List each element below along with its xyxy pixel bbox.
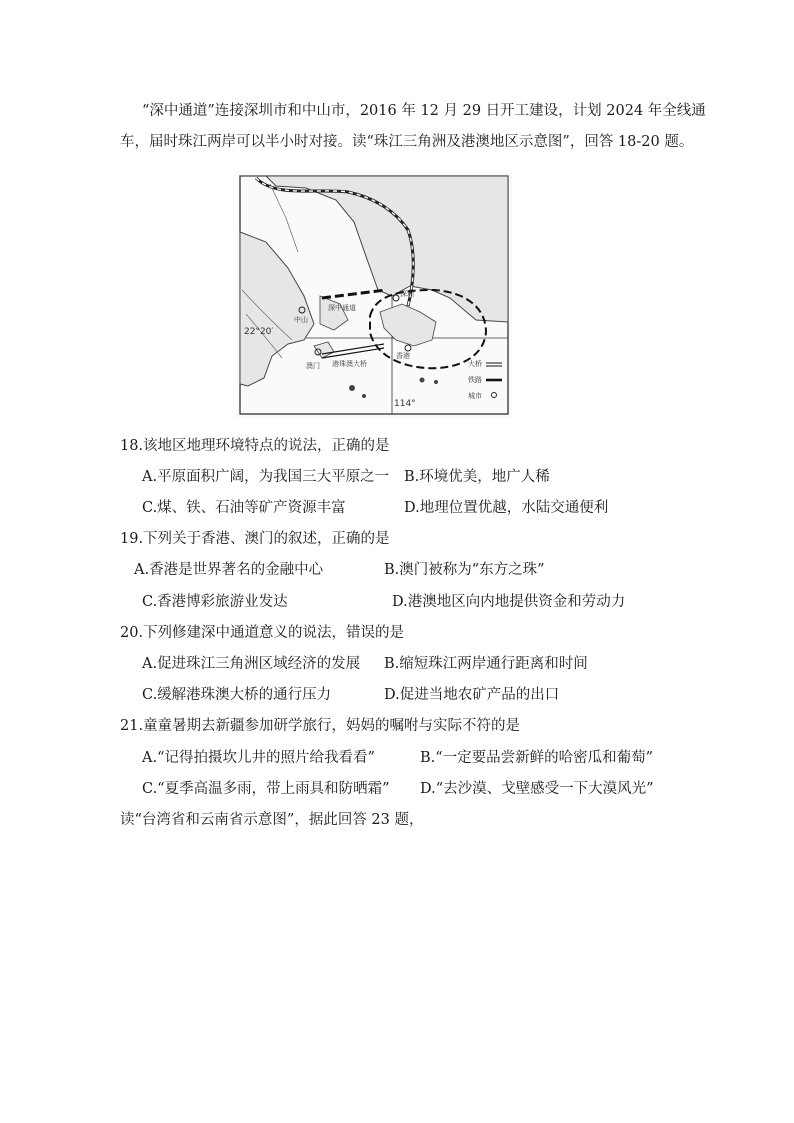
question-20-stem: 20.下列修建深中通道意义的说法，错误的是 (120, 625, 405, 641)
question-18-option-a: A.平原面积广阔，为我国三大平原之一 (142, 469, 390, 485)
question-20-option-c: C.缓解港珠澳大桥的通行压力 (142, 687, 332, 703)
question-18-stem: 18.该地区地理环境特点的说法，正确的是 (120, 438, 390, 454)
label-lon: 114° (394, 399, 416, 409)
legend-city-symbol (492, 393, 497, 398)
question-21-stem: 21.童童暑期去新疆参加研学旅行，妈妈的嘱咐与实际不符的是 (120, 718, 521, 734)
question-20-option-b: B.缩短珠江两岸通行距离和时间 (384, 656, 588, 672)
macau-land (314, 342, 334, 358)
question-20-option-a: A.促进珠江三角洲区域经济的发展 (142, 656, 361, 672)
western-land (240, 232, 314, 386)
question-21-option-a: A.“记得拍摄坎儿井的照片给我看看” (142, 750, 375, 766)
intro-line-2: 车，届时珠江两岸可以半小时对接。读“珠江三角洲及港澳地区示意图”，回答 18-20 题。 (120, 134, 694, 150)
question-18-option-b: B.环境优美，地广人稀 (404, 469, 550, 485)
question-19-option-b: B.澳门被称为“东方之珠” (384, 562, 545, 578)
islet (420, 378, 425, 383)
islet (362, 394, 366, 398)
question-21-option-d: D.“去沙漠、戈壁感受一下大漠风光” (420, 781, 654, 797)
islet (434, 380, 438, 384)
question-18-option-c: C.煤、铁、石油等矿产资源丰富 (142, 500, 346, 516)
question-19-option-a: A.香港是世界著名的金融中心 (134, 562, 324, 578)
question-19-stem: 19.下列关于香港、澳门的叙述，正确的是 (120, 531, 390, 547)
hongkong-city (405, 345, 411, 351)
pearl-river-delta-map (236, 172, 512, 418)
label-hzmb: 港珠澳大桥 (332, 360, 367, 368)
islet (349, 385, 355, 391)
question-21-option-c: C.“夏季高温多雨，带上雨具和防晒霜” (142, 781, 390, 797)
question-19-option-d: D.港澳地区向内地提供资金和劳动力 (392, 594, 626, 610)
question-19-option-c: C.香港博彩旅游业发达 (142, 594, 288, 610)
shenzhen-city (393, 295, 399, 301)
hongkong-island (380, 304, 436, 346)
label-shenzhen: 深圳 (400, 290, 414, 298)
intro-line-1: “深中通道”连接深圳市和中山市，2016 年 12 月 29 日开工建设，计划 2024 年全线通 (142, 103, 706, 119)
label-shenzhong: 深中通道 (328, 304, 356, 312)
question-20-option-d: D.促进当地农矿产品的出口 (384, 687, 560, 703)
label-lat: 22°20′ (244, 327, 274, 337)
label-hongkong: 香港 (396, 352, 410, 360)
outro-line: 读“台湾省和云南省示意图”，据此回答 23 题， (120, 812, 424, 828)
label-zhongshan: 中山 (294, 316, 308, 324)
map-svg (236, 172, 512, 418)
zhongshan-land (320, 296, 348, 330)
shenzhong-tunnel (322, 290, 386, 298)
legend-bridge-label: 大桥 (468, 360, 482, 368)
label-macau: 澳门 (306, 362, 320, 370)
legend-city-label: 城市 (468, 392, 482, 400)
question-18-option-d: D.地理位置优越，水陆交通便利 (404, 500, 609, 516)
question-21-option-b: B.“一定要品尝新鲜的哈密瓜和葡萄” (420, 750, 654, 766)
legend-railway-label: 铁路 (468, 376, 482, 384)
